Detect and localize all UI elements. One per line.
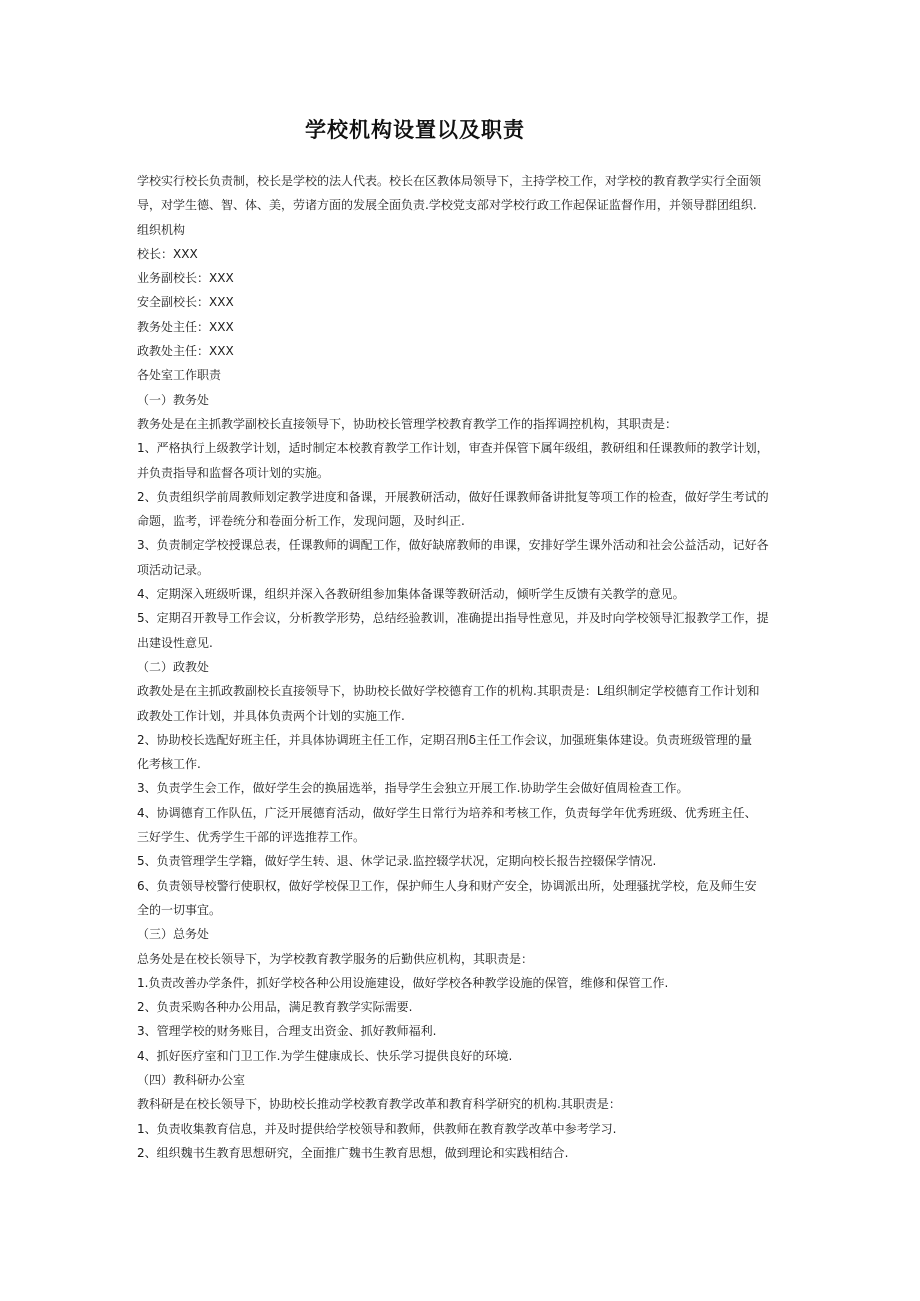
text-line: 3、负责制定学校授课总表，任课教师的调配工作，做好缺席教师的串课，安排好学生课外活动和社会公益活动，记好各 [137,538,769,553]
text-line: 政教处是在主抓政教副校长直接领导下，协助校长做好学校德育工作的机构.其职责是：L组织制定学校德育工作计划和 [137,684,760,699]
document-body [137,169,797,1165]
text-line: （四）教科研办公室 [137,1072,246,1087]
text-line: 3、负责学生会工作，做好学生会的换届选举，指导学生会独立开展工作.协助学生会做好值周检查工作。 [137,781,689,796]
text-line: 1、负责收集教育信息，并及时提供给学校领导和教师，供教师在教育教学改革中参考学习. [137,1121,617,1136]
text-line: 安全副校长：XXX [137,295,234,310]
text-line: 各处室工作职责 [137,368,222,383]
text-line: 化考核工作. [137,757,201,772]
text-line: （三）总务处 [137,927,210,942]
text-line: 校长：XXX [137,246,198,261]
text-line: 业务副校长：XXX [137,271,234,286]
text-line: 6、负责领导校警行使职权，做好学校保卫工作，保护师生人身和财产安全，协调派出所，处理骚扰学校，危及师生安 [137,878,757,893]
text-line: 教务处主任：XXX [137,319,234,334]
text-line: 教科研是在校长领导下，协助校长推动学校教育教学改革和教育科学研究的机构.其职责是： [137,1097,621,1112]
text-line: 3、管理学校的财务账目，合理支出资金、抓好教师福利. [137,1024,437,1039]
text-line: 命题，监考，评卷统分和卷面分析工作，发现问题，及时纠正. [137,514,465,529]
text-line: 1.负责改善办学条件，抓好学校各种公用设施建设，做好学校各种教学设施的保管，维修和保管工作. [137,975,669,990]
text-line: 出建设性意见. [137,635,213,650]
text-line: 2、组织魏书生教育思想研究，全面推广魏书生教育思想，做到理论和实践相结合. [137,1145,569,1160]
text-line: 项活动记录。 [137,562,210,577]
text-line: 4、抓好医疗室和门卫工作.为学生健康成长、快乐学习提供良好的环境. [137,1048,513,1063]
text-line: 三好学生、优秀学生干部的评选推荐工作。 [137,830,366,845]
text-line: 4、协调德育工作队伍，广泛开展德育活动，做好学生日常行为培养和考核工作，负责每学年优秀班级、优秀班主任、 [137,805,757,820]
text-line: 政教处工作计划，并具体负责两个计划的实施工作. [137,708,405,723]
text-line: 4、定期深入班级听课，组织并深入各教研组参加集体备课等教研活动，倾听学生反馈有关教学的意见。 [137,587,685,602]
text-line: 1、严格执行上级教学计划，适时制定本校教育教学工作计划，审查并保管下属年级组，教研组和任课教师的教学计划， [137,441,769,456]
text-line: 导，对学生德、智、体、美，劳诸方面的发展全面负责.学校党支部对学校行政工作起保证监督作用，并领导群团组织. [137,198,757,213]
text-line: 总务处是在校长领导下，为学校教育教学服务的后勤供应机构，其职责是： [137,951,534,966]
text-line: 全的一切事宜。 [137,902,222,917]
text-line: 学校实行校长负责制，校长是学校的法人代表。校长在区教体局领导下，主持学校工作，对学校的教育教学实行全面领 [137,174,762,188]
text-line: 2、负责采购各种办公用品，满足教育教学实际需要. [137,1000,413,1015]
text-line: 教务处是在主抓教学副校长直接领导下，协助校长管理学校教育教学工作的指挥调控机构，其职责是： [137,416,678,431]
text-line: 5、负责管理学生学籍，做好学生转、退、休学记录.监控辍学状况，定期向校长报告控辍保学情况. [137,854,657,869]
document-title: 学校机构设置以及职责 [305,118,525,142]
text-line: （一）教务处 [137,392,210,407]
text-line: 并负责指导和监督各项计划的实施。 [137,465,330,480]
text-line: 组织机构 [137,222,186,237]
text-line: 2、负责组织学前周教师划定教学进度和备课，开展教研活动，做好任课教师备讲批复等项工作的检查，做好学生考试的 [137,489,769,504]
text-line: （二）政教处 [137,659,210,674]
text-line: 2、协助校长选配好班主任，并具体协调班主任工作，定期召刑δ主任工作会议，加强班集体建设。负责班级管理的量 [137,732,752,747]
text-line: 政教处主任：XXX [137,344,234,359]
text-line: 5、定期召开教导工作会议，分析教学形势，总结经验教训，准确提出指导性意见，并及时向学校领导汇报教学工作，提 [137,611,769,626]
